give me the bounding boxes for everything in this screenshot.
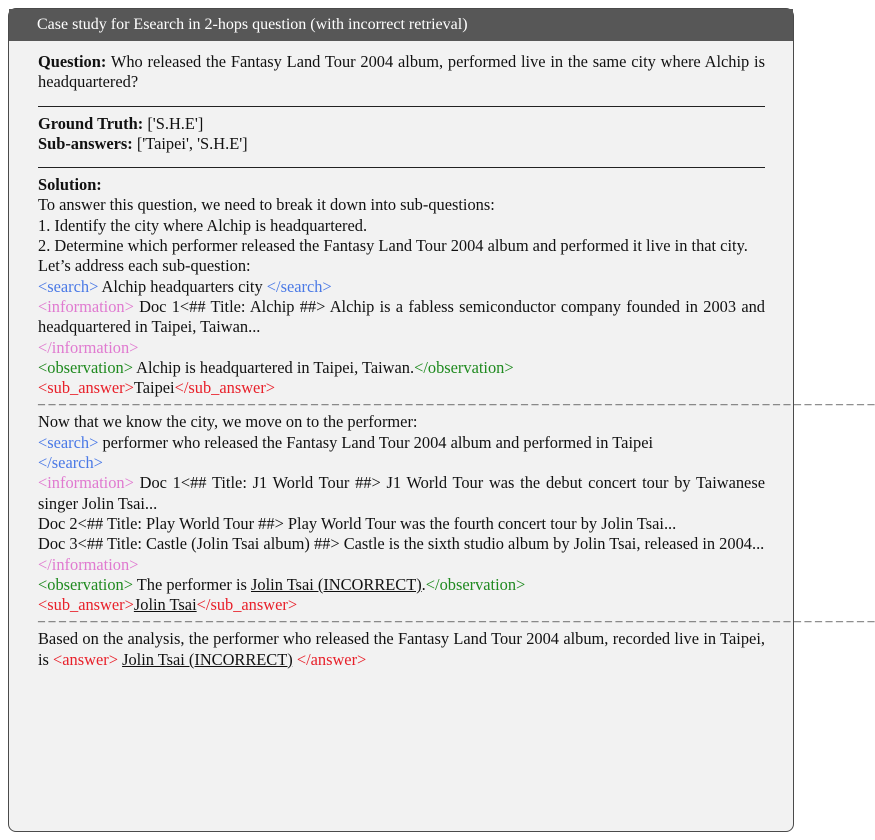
sub-answer-line-1: [38, 378, 765, 398]
information-text: Doc 1<## Title: Alchip ##> Alchip is a fabless semiconductor company founded in 2003 and headquartered in Taipei, Taiwan...: [38, 296, 765, 337]
observation-open-tag: <observation>: [38, 574, 133, 594]
search-open-tag: <search>: [38, 432, 99, 452]
divider: [38, 167, 765, 168]
observation-text: Alchip is headquartered in Taipei, Taiwan.: [132, 357, 415, 377]
ground-truth-value: ['S.H.E']: [147, 113, 204, 133]
dashed-separator: – – – – – – – – – – – – – – – – – – – – – – – – – – – – – – – – – – – – – – – – – – – – – – – – – – – – – – – – – – – – – – – – – – – – – – – – – – – – – – – –: [38, 397, 875, 413]
dashed-separator: – – – – – – – – – – – – – – – – – – – – – – – – – – – – – – – – – – – – – – – – – – – – – – – – – – – – – – – – – – – – – – – – – – – – – – – – – – – – – – – –: [38, 614, 875, 630]
conclusion: [38, 629, 765, 670]
observation-line-2: [38, 575, 765, 595]
observation-incorrect-answer: Jolin Tsai (INCORRECT): [251, 574, 422, 594]
solution-intro: To answer this question, we need to break it down into sub-questions:: [38, 195, 495, 215]
question-text: Who released the Fantasy Land Tour 2004 album, performed live in the same city where Alchip is headquartered?: [38, 52, 765, 92]
solution-step-2: 2. Determine which performer released the Fantasy Land Tour 2004 album and performed it live in that city.: [38, 236, 748, 256]
solution-step-1: 1. Identify the city where Alchip is headquartered.: [38, 215, 368, 235]
information-doc-3: Doc 3<## Title: Castle (Jolin Tsai album) ##> Castle is the sixth studio album by Jolin Tsai, released in 2004...: [38, 534, 765, 554]
observation-suffix: .: [421, 574, 426, 594]
conclusion-text: Based on the analysis, the performer who released the Fantasy Land Tour 2004 album, recorded live in Taipei, is: [38, 629, 765, 669]
information-open-tag: <information>: [38, 473, 134, 493]
search-query: performer who released the Fantasy Land Tour 2004 album and performed in Taipei: [98, 432, 654, 452]
case-study-box: [8, 8, 875, 832]
information-doc-1: [38, 473, 765, 514]
information-close-tag: </information>: [38, 554, 139, 574]
solution-label: Solution:: [38, 175, 102, 195]
information-doc-2: Doc 2<## Title: Play World Tour ##> Play World Tour was the fourth concert tour by Jolin Tsai...: [38, 513, 677, 533]
question-label: Question:: [38, 52, 107, 71]
sub-answer-text: Jolin Tsai: [133, 595, 197, 615]
sub-answers-label: Sub-answers:: [38, 133, 133, 153]
observation-line-1: [38, 358, 765, 378]
question: [38, 52, 765, 93]
sub-answer-close-tag: </sub_answer>: [174, 378, 276, 398]
information-open-tag: <information>: [38, 296, 134, 316]
observation-close-tag: </observation>: [414, 357, 514, 377]
search-line-2: [38, 433, 765, 453]
observation-prefix: The performer is: [132, 574, 252, 594]
answer-close-tag: </answer>: [296, 649, 367, 669]
information-block-1: [38, 297, 765, 338]
information-doc-1-text: Doc 1<## Title: J1 World Tour ##> J1 World Tour was the debut concert tour by Taiwanese singer Jolin Tsai...: [38, 473, 765, 513]
information-close-tag: </information>: [38, 337, 139, 357]
sub-answers: [38, 134, 765, 154]
sub-answers-value: ['Taipei', 'S.H.E']: [136, 133, 248, 153]
search-line-1: [38, 277, 765, 297]
solution-address: Let’s address each sub-question:: [38, 256, 251, 276]
search-query: Alchip headquarters city: [98, 276, 267, 296]
transition-line: Now that we know the city, we move on to the performer:: [38, 412, 418, 432]
sub-answer-text: Taipei: [133, 378, 175, 398]
box-content: [9, 41, 875, 670]
final-answer: Jolin Tsai (INCORRECT): [122, 649, 293, 669]
box-header: Case study for Esearch in 2-hops question (with incorrect retrieval): [9, 9, 793, 41]
sub-answer-line-2: [38, 595, 765, 615]
ground-truth-label: Ground Truth:: [38, 113, 144, 133]
ground-truth: [38, 114, 765, 134]
sub-answer-open-tag: <sub_answer>: [38, 595, 134, 615]
answer-open-tag: <answer>: [53, 649, 118, 669]
observation-close-tag: </observation>: [425, 574, 526, 594]
divider: [38, 106, 765, 107]
sub-answer-open-tag: <sub_answer>: [38, 378, 134, 398]
search-close-tag: </search>: [266, 276, 332, 296]
search-close-tag: </search>: [38, 453, 103, 473]
search-open-tag: <search>: [38, 276, 99, 296]
sub-answer-close-tag: </sub_answer>: [196, 595, 298, 615]
observation-open-tag: <observation>: [38, 357, 133, 377]
